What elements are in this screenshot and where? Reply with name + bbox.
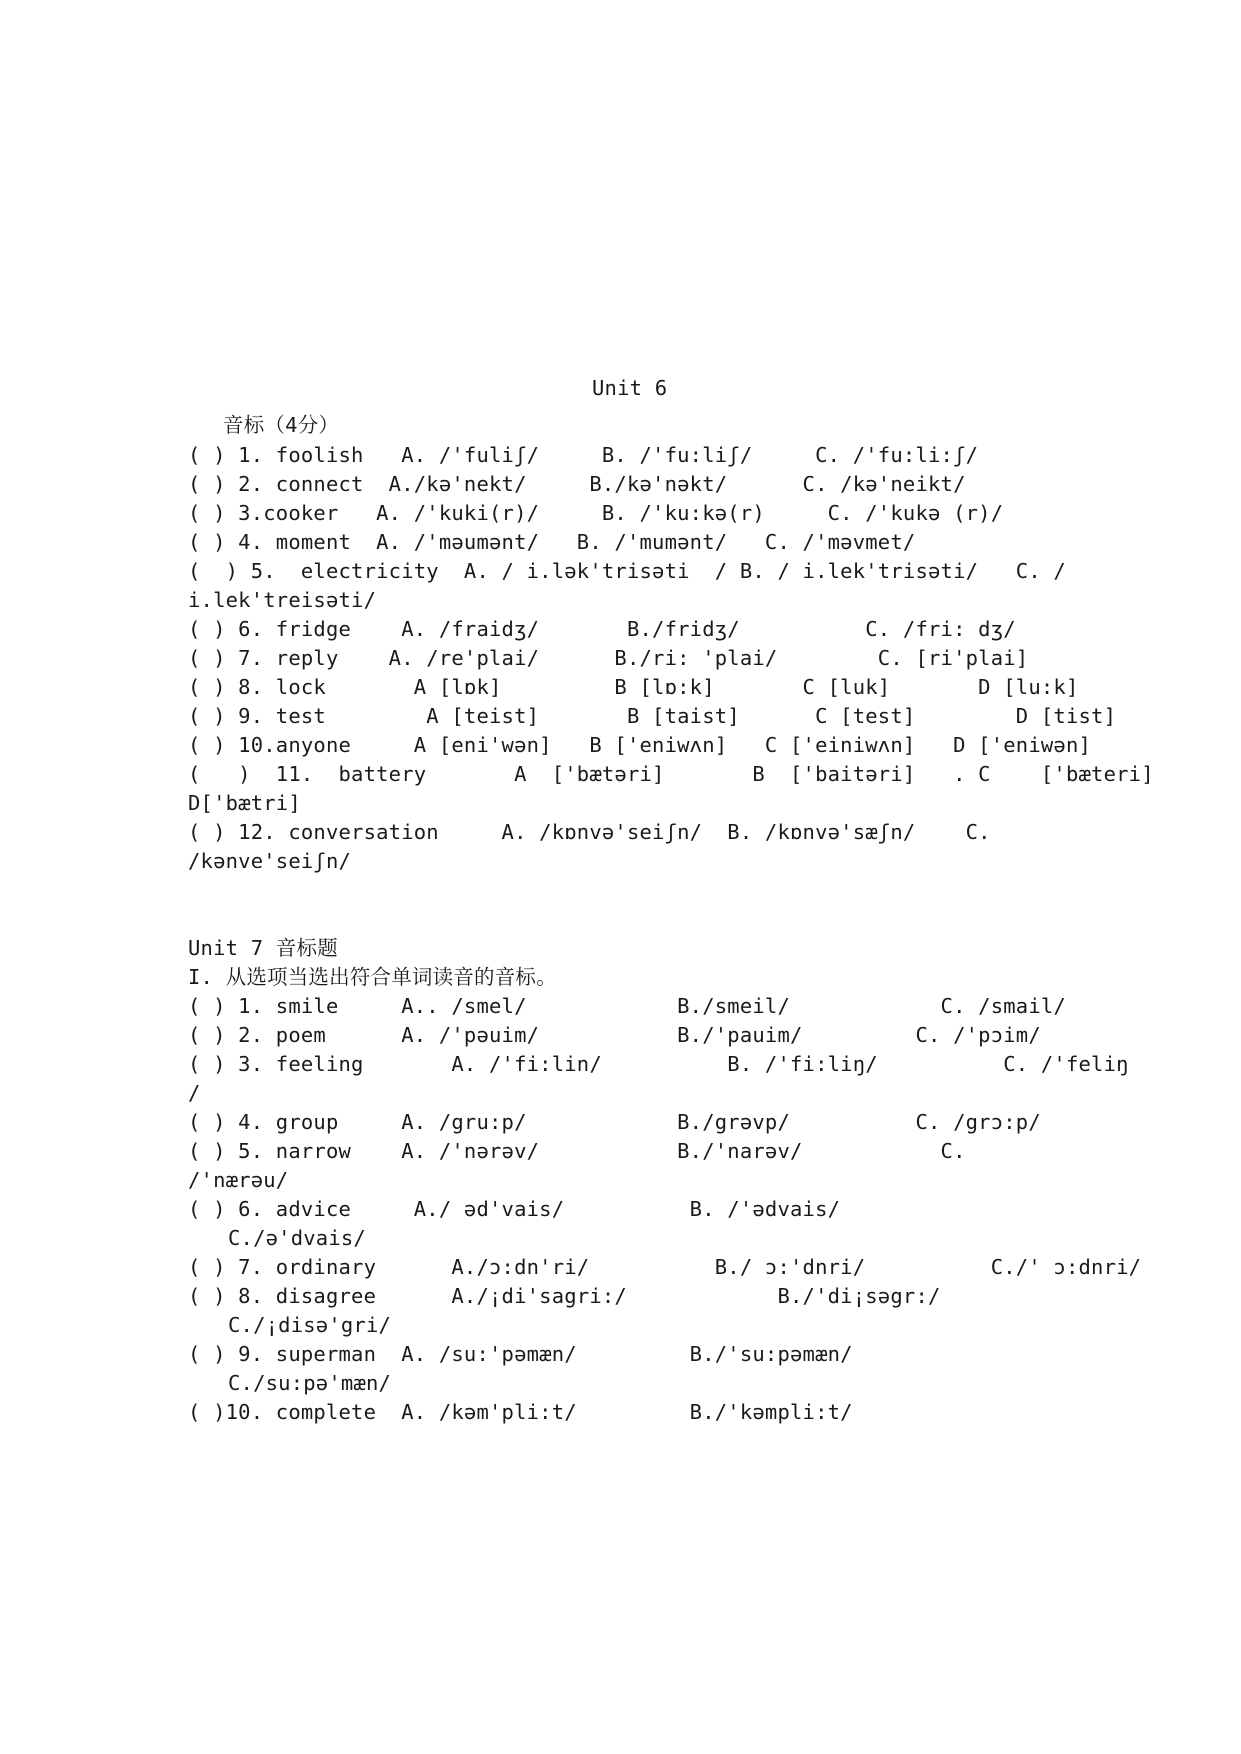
unit6-question-8: ( ) 8. lock A [lɒk] B [lɒ:k] C [luk] D [lu:k] xyxy=(188,675,1079,699)
unit7-question-3: ( ) 3. feeling A. /'fi:lin/ B. /'fi:liŋ/ C. /'feliŋ xyxy=(188,1052,1129,1076)
unit6-question-5: ( ) 5. electricity A. / i.lək'trisəti / B. / i.lek'trisəti/ C. / xyxy=(188,559,1066,583)
unit7-question-5-continued: /'nærəu/ xyxy=(188,1168,289,1192)
unit7-question-6-continued: C./ə'dvais/ xyxy=(228,1226,366,1250)
unit6-section-heading: 音标（4分） xyxy=(223,413,340,437)
unit7-question-7: ( ) 7. ordinary A./ɔ:dn'ri/ B./ ɔ:'dnri/ C./' ɔ:dnri/ xyxy=(188,1255,1142,1279)
unit7-question-10: ( )10. complete A. /kəm'pli:t/ B./'kəmpli:t/ xyxy=(188,1400,853,1424)
unit7-question-9: ( ) 9. superman A. /su:'pəmæn/ B./'su:pəmæn/ xyxy=(188,1342,853,1366)
unit6-question-5-continued: i.lek'treisəti/ xyxy=(188,588,377,612)
unit6-question-1: ( ) 1. foolish A. /'fuliʃ/ B. /'fu:liʃ/ C. /'fu:li:ʃ/ xyxy=(188,443,979,467)
unit6-question-2: ( ) 2. connect A./kə'nekt/ B./kə'nəkt/ C. /kə'neikt/ xyxy=(188,472,966,496)
unit7-instruction: I. 从选项当选出符合单词读音的音标。 xyxy=(188,965,557,989)
unit7-question-3-continued: / xyxy=(188,1081,201,1105)
unit6-question-6: ( ) 6. fridge A. /fraidʒ/ B./fridʒ/ C. /fri: dʒ/ xyxy=(188,617,1016,641)
unit7-question-2: ( ) 2. poem A. /'pəuim/ B./'pauim/ C. /'pɔim/ xyxy=(188,1023,1041,1047)
unit7-question-9-continued: C./su:pə'mæn/ xyxy=(228,1371,392,1395)
unit6-question-9: ( ) 9. test A [teist] B [taist] C [test] D [tist] xyxy=(188,704,1117,728)
unit6-question-10: ( ) 10.anyone A [eni'wən] B ['eniwʌn] C ['einiwʌn] D ['eniwən] xyxy=(188,733,1092,757)
unit7-question-5: ( ) 5. narrow A. /'nərəv/ B./'narəv/ C. xyxy=(188,1139,966,1163)
unit6-question-12: ( ) 12. conversation A. /kɒnvə'seiʃn/ B. /kɒnvə'sæʃn/ C. xyxy=(188,820,991,844)
unit6-title: Unit 6 xyxy=(592,376,668,400)
unit7-question-8-continued: C./¡disə'gri/ xyxy=(228,1313,392,1337)
unit7-question-1: ( ) 1. smile A.. /smel/ B./smeil/ C. /smail/ xyxy=(188,994,1066,1018)
unit6-question-3: ( ) 3.cooker A. /'kuki(r)/ B. /'ku:kə(r) C. /'kukə (r)/ xyxy=(188,501,1004,525)
unit7-question-4: ( ) 4. group A. /gru:p/ B./grəvp/ C. /grɔ:p/ xyxy=(188,1110,1041,1134)
unit7-title: Unit 7 音标题 xyxy=(188,936,338,960)
unit6-question-11: ( ) 11. battery A ['bætəri] B ['baitəri] . C ['bæteri] xyxy=(188,762,1154,786)
unit7-question-8: ( ) 8. disagree A./¡di'sagri:/ B./'di¡səgr:/ xyxy=(188,1284,941,1308)
unit6-question-7: ( ) 7. reply A. /re'plai/ B./ri: 'plai/ C. [ri'plai] xyxy=(188,646,1029,670)
unit7-question-6: ( ) 6. advice A./ əd'vais/ B. /'ədvais/ xyxy=(188,1197,841,1221)
unit6-question-12-continued: /kənve'seiʃn/ xyxy=(188,849,352,873)
unit6-question-4: ( ) 4. moment A. /'məumənt/ B. /'mumənt/ C. /'məvmet/ xyxy=(188,530,916,554)
unit6-question-11-continued: D['bætri] xyxy=(188,791,301,815)
